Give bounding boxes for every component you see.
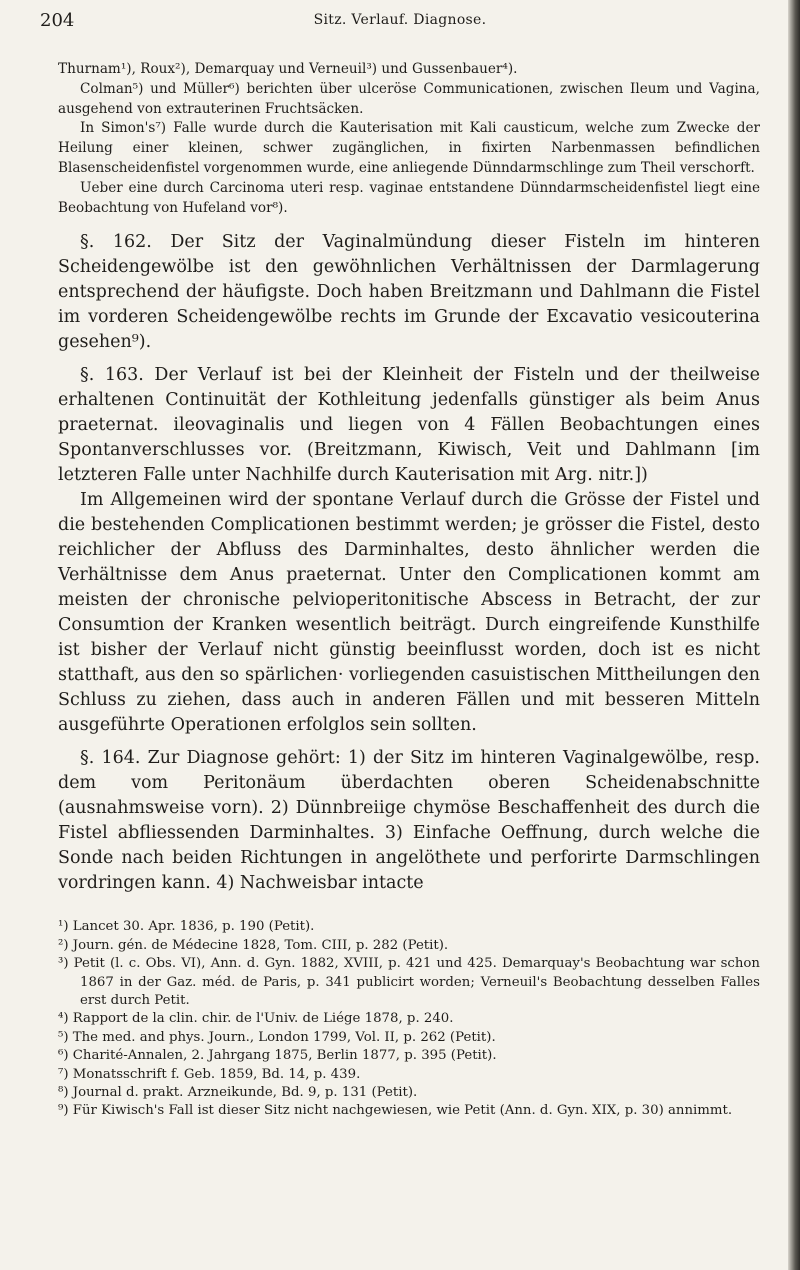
section-163-continued: Im Allgemeinen wird der spontane Verlauf durch die Grösse der Fistel und die bestehenden Complicationen bestimmt werden; je grösser die Fistel, desto reichlicher der Abfluss des Darminhaltes, desto ähnlicher werden die Verhältnisse dem Anus praeternat. Unter den Complicationen kommt am meisten der chronische pelvioperitonitische Abscess in Betracht, der zur Consumtion der Kranken wesentlich beiträgt. Durch eingreifende Kunsthilfe ist bisher der Verlauf nicht günstig beeinflusst worden, doch ist es nicht statthaft, aus den so spärlichen· vorliegenden casuistischen Mittheilungen den Schluss zu ziehen, dass auch in anderen Fällen und mit besseren Mitteln ausgeführte Operationen erfolglos sein sollten. (58, 490, 760, 736)
page-number: 204 (40, 10, 75, 31)
running-head: Sitz. Verlauf. Diagnose. (313, 12, 487, 28)
footnote-2: ²) Journ. gén. de Médecine 1828, Tom. CIII, p. 282 (Petit). (58, 937, 449, 953)
footnote-6: ⁶) Charité-Annalen, 2. Jahrgang 1875, Berlin 1877, p. 395 (Petit). (58, 1048, 497, 1064)
footnote-4: ⁴) Rapport de la clin. chir. de l'Univ. de Liége 1878, p. 240. (58, 1011, 454, 1027)
page-header (0, 10, 800, 38)
footnote-1: ¹) Lancet 30. Apr. 1836, p. 190 (Petit). (58, 919, 315, 935)
case-authors-line: Thurnam¹), Roux²), Demarquay und Verneuil³) und Gussenbauer⁴). (58, 61, 518, 77)
footnote-7: ⁷) Monatsschrift f. Geb. 1859, Bd. 14, p. 439. (58, 1066, 361, 1082)
main-text (58, 230, 760, 896)
section-162: §. 162. Der Sitz der Vaginalmündung dieser Fisteln im hinteren Scheidengewölbe ist den gewöhnlichen Verhältnissen der Darmlagerung entsprechend der häufigste. Doch haben Breitzmann und Dahlmann die Fistel im vorderen Scheidengewölbe rechts im Grunde der Excavatio vesicouterina gesehen⁹). (58, 232, 760, 353)
case-paragraph-hufeland: Ueber eine durch Carcinoma uteri resp. vaginae entstandene Dünndarmscheidenfistel liegt eine Beobachtung von Hufeland vor⁸). (58, 179, 760, 216)
section-164: §. 164. Zur Diagnose gehört: 1) der Sitz im hinteren Vaginalgewölbe, resp. dem vom Peritonäum überdachten oberen Scheidenabschnitte (ausnahmsweise vorn). 2) Dünnbreiige chymöse Beschaffenheit des durch die Fistel abfliessenden Darminhaltes. 3) Einfache Oeffnung, durch welche die Sonde nach beiden Richtungen in angelöthete und perforirte Darmschlingen vordringen kann. 4) Nachweisbar intacte (58, 748, 760, 894)
case-paragraph-simon: In Simon's⁷) Falle wurde durch die Kauterisation mit Kali causticum, welche zum Zwecke der Heilung einer kleinen, schwer zugänglichen, in fixirten Narbenmassen befindlichen Blasenscheidenfistel vorgenommen wurde, eine anliegende Dünndarmschlinge zum Theil verschorft. (58, 120, 760, 176)
footnote-9: ⁹) Für Kiwisch's Fall ist dieser Sitz nicht nachgewiesen, wie Petit (Ann. d. Gyn. XIX, p. 30) annimmt. (58, 1103, 733, 1119)
case-report-block (58, 60, 760, 218)
footnote-8: ⁸) Journal d. prakt. Arzneikunde, Bd. 9, p. 131 (Petit). (58, 1085, 418, 1101)
page-edge-shadow (788, 0, 800, 1270)
page-body (58, 60, 760, 1121)
footnote-3: ³) Petit (l. c. Obs. VI), Ann. d. Gyn. 1882, XVIII, p. 421 und 425. Demarquay's Beobachtung war schon 1867 in der Gaz. méd. de Paris, p. 341 publicirt worden; Verneuil's Beobachtung desselben Falles erst durch Petit. (58, 956, 760, 1008)
footnotes (58, 918, 760, 1120)
case-paragraph-colman: Colman⁵) und Müller⁶) berichten über ulceröse Communicationen, zwischen Ileum und Vagina, ausgehend von extrauterinen Fruchtsäcken. (58, 80, 760, 117)
section-163: §. 163. Der Verlauf ist bei der Kleinheit der Fisteln und der theilweise erhaltenen Continuität der Kothleitung jedenfalls günstiger als beim Anus praeternat. ileovaginalis und liegen von 4 Fällen Beobachtungen eines Spontanverschlusses vor. (Breitzmann, Kiwisch, Veit und Dahlmann [im letzteren Falle unter Nachhilfe durch Kauterisation mit Arg. nitr.]) (58, 365, 760, 486)
footnote-5: ⁵) The med. and phys. Journ., London 1799, Vol. II, p. 262 (Petit). (58, 1029, 496, 1045)
